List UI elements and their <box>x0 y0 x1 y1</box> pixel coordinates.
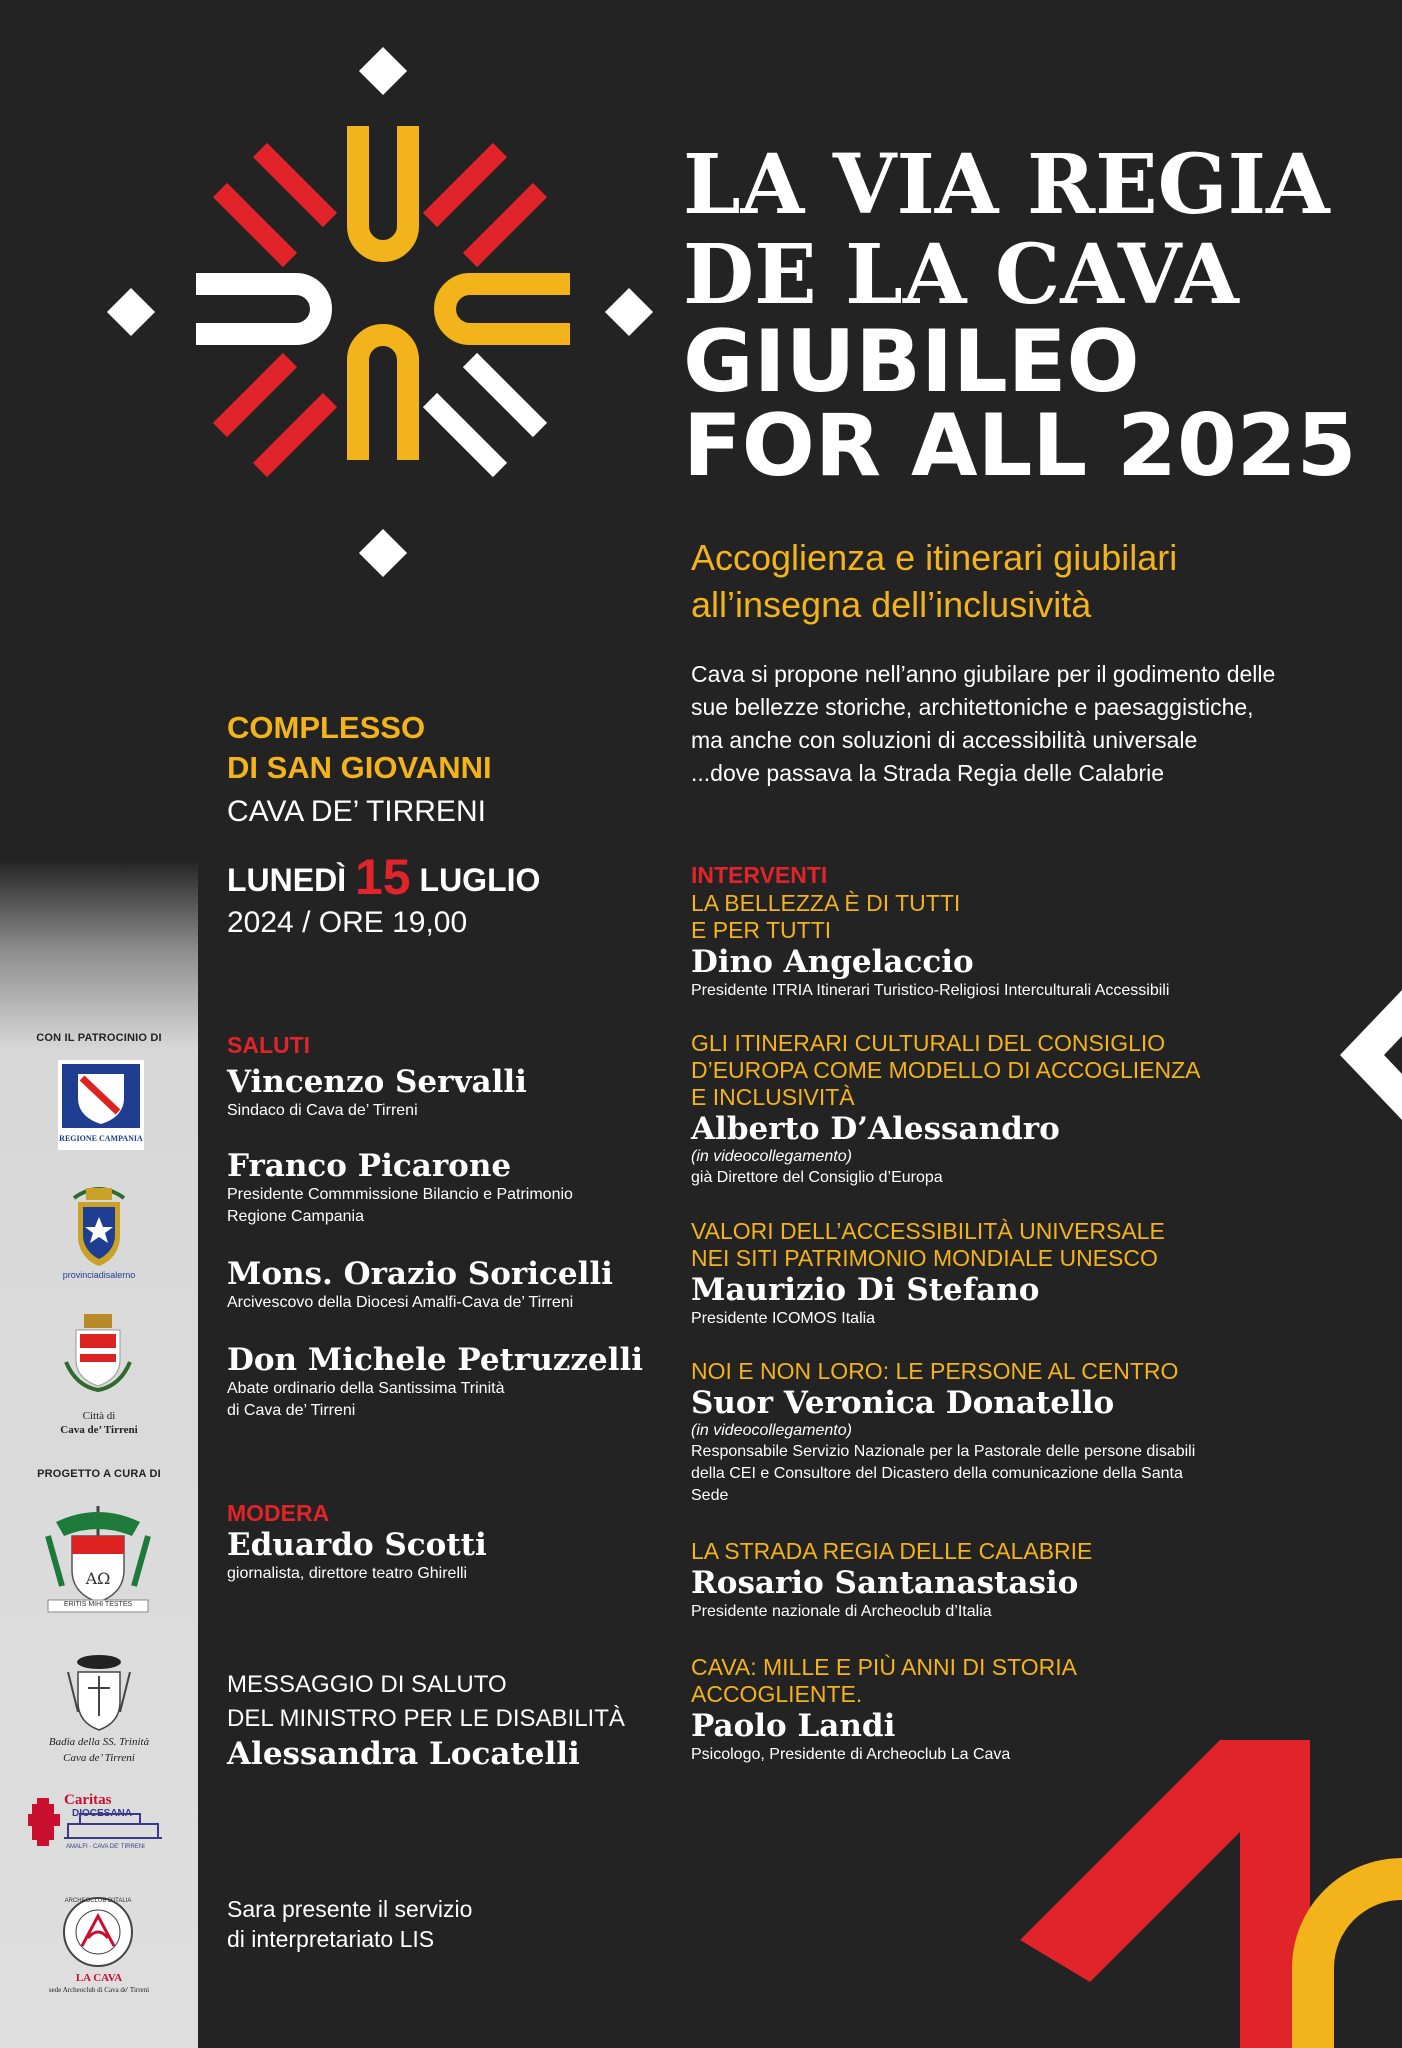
saluti-person <box>227 1342 657 1422</box>
speaker-note: (in videocollegamento) <box>691 1422 852 1439</box>
talk-item <box>691 890 1331 1002</box>
interventi-section <box>691 862 1331 889</box>
svg-text:AΩ: AΩ <box>85 1569 111 1588</box>
speaker-note: (in videocollegamento) <box>691 1148 852 1165</box>
speaker-role: Responsabile Servizio Nazionale per la Pastorale delle persone disabili <box>691 1443 1196 1460</box>
arms-motto: ERITIS MIHI TESTES <box>63 1601 133 1608</box>
caritas-title: Caritas <box>64 1792 112 1808</box>
main-title-serif <box>683 137 1330 323</box>
person-role: di Cava de’ Tirreni <box>227 1402 356 1419</box>
lis-note <box>227 1894 657 1954</box>
speaker-name: Dino Angelaccio <box>691 944 974 980</box>
intro-line-2: sue bellezze storiche, architettoniche e paesaggistiche, <box>691 694 1254 720</box>
title-line-4: FOR ALL 2025 <box>683 396 1357 496</box>
date-month: LUGLIO <box>419 862 541 898</box>
subtitle-line-2: all’insegna dell’inclusività <box>691 584 1092 625</box>
archeoclub-logo <box>60 1894 136 1970</box>
person-role: Presidente Commmissione Bilancio e Patrimonio <box>227 1186 573 1203</box>
archeoclub-caption: LA CAVA <box>75 1972 123 1984</box>
person-name: Vincenzo Servalli <box>227 1064 527 1100</box>
venue-line-2: DI SAN GIOVANNI <box>227 750 492 785</box>
speaker-name: Alberto D’Alessandro <box>691 1111 1060 1147</box>
date-day: 15 <box>355 849 411 905</box>
lis-line-2: di interpretariato LIS <box>227 1926 435 1952</box>
talk-item <box>691 1218 1331 1330</box>
title-line-1: LA VIA REGIA <box>683 137 1330 233</box>
venue-name <box>227 708 492 788</box>
talk-topic: ACCOGLIENTE. <box>691 1681 863 1707</box>
jubilee-emblem <box>100 40 660 580</box>
citta-caption-1: Città di <box>82 1410 116 1422</box>
intro-line-1: Cava si propone nell’anno giubilare per il godimento delle <box>691 661 1276 687</box>
saluti-heading: SALUTI <box>227 1032 311 1058</box>
event-year-time: 2024 / ORE 19,00 <box>227 906 468 939</box>
talk-topic: E INCLUSIVITÀ <box>691 1084 855 1110</box>
talk-topic: D’EUROPA COME MODELLO DI ACCOGLIENZA <box>691 1057 1201 1083</box>
archeoclub-subcaption: sede Archeoclub di Cava de' Tirreni <box>48 1986 150 1994</box>
speaker-role: Psicologo, Presidente di Archeoclub La Cava <box>691 1746 1011 1763</box>
talk-item <box>691 1030 1331 1189</box>
archeoclub-ring-text: ARCHEOCLUB D'ITALIA <box>64 1898 132 1904</box>
speaker-name: Rosario Santanastasio <box>691 1565 1079 1601</box>
talk-topic: NEI SITI PATRIMONIO MONDIALE UNESCO <box>691 1245 1158 1271</box>
modera-heading: MODERA <box>227 1500 330 1526</box>
citta-caption-2: Cava de’ Tirreni <box>60 1424 138 1436</box>
speaker-role: già Direttore del Consiglio d’Europa <box>691 1169 943 1186</box>
talk-topic: LA BELLEZZA È DI TUTTI <box>691 890 961 916</box>
caritas-logo <box>28 1794 168 1864</box>
messaggio-line-2: DEL MINISTRO PER LE DISABILITÀ <box>227 1705 625 1732</box>
saluti-section <box>227 1032 657 1059</box>
title-line-2: DE LA CAVA <box>683 227 1239 323</box>
regione-campania-logo <box>58 1060 144 1150</box>
person-role: Regione Campania <box>227 1208 364 1225</box>
caritas-diocese: AMALFI - CAVA DE' TIRRENI <box>66 1844 145 1850</box>
modera-section <box>227 1500 657 1585</box>
lis-line-1: Sara presente il servizio <box>227 1896 473 1922</box>
white-chevron-decoration <box>1340 990 1402 1120</box>
saluti-person <box>227 1064 657 1122</box>
archbishop-arms-logo <box>38 1500 158 1620</box>
talk-item <box>691 1358 1331 1507</box>
intro-text <box>691 658 1391 790</box>
speaker-name: Paolo Landi <box>691 1708 896 1744</box>
speaker-name: Suor Veronica Donatello <box>691 1385 1115 1421</box>
talk-topic: VALORI DELL’ACCESSIBILITÀ UNIVERSALE <box>691 1218 1165 1244</box>
moderator-role: giornalista, direttore teatro Ghirelli <box>227 1565 468 1582</box>
talk-topic: LA STRADA REGIA DELLE CALABRIE <box>691 1538 1093 1564</box>
caritas-subtitle: DIOCESANA <box>72 1808 133 1819</box>
speaker-name: Maurizio Di Stefano <box>691 1272 1040 1308</box>
progetto-label: PROGETTO A CURA DI <box>37 1468 161 1480</box>
provincia-salerno-logo <box>56 1182 142 1282</box>
badia-caption-2: Cava de’ Tirreni <box>63 1752 135 1764</box>
saluti-person <box>227 1148 657 1228</box>
messaggio-section <box>227 1668 697 1772</box>
minister-name: Alessandra Locatelli <box>227 1736 580 1772</box>
speaker-role: Sede <box>691 1487 729 1504</box>
person-name: Don Michele Petruzzelli <box>227 1342 644 1378</box>
talk-topic: NOI E NON LORO: LE PERSONE AL CENTRO <box>691 1358 1179 1384</box>
regione-caption: REGIONE CAMPANIA <box>59 1134 143 1143</box>
saluti-person <box>227 1256 657 1314</box>
person-role: Arcivescovo della Diocesi Amalfi-Cava de’ Tirreni <box>227 1294 574 1311</box>
person-name: Franco Picarone <box>227 1148 512 1184</box>
talk-topic: CAVA: MILLE E PIÙ ANNI DI STORIA <box>691 1654 1077 1680</box>
subtitle <box>691 534 1391 628</box>
citta-cava-logo <box>58 1312 138 1392</box>
corner-decoration <box>1020 1740 1402 2048</box>
speaker-role: Presidente nazionale di Archeoclub d’Italia <box>691 1603 992 1620</box>
person-role: Sindaco di Cava de’ Tirreni <box>227 1102 418 1119</box>
talk-topic: E PER TUTTI <box>691 917 832 943</box>
speaker-role: Presidente ITRIA Itinerari Turistico-Religiosi Interculturali Accessibili <box>691 982 1170 999</box>
sponsor-strip <box>0 860 198 2048</box>
event-date <box>227 848 540 906</box>
intro-line-3: ma anche con soluzioni di accessibilità universale <box>691 727 1198 753</box>
main-title-sans <box>683 312 1357 496</box>
talk-topic: GLI ITINERARI CULTURALI DEL CONSIGLIO <box>691 1030 1166 1056</box>
moderator-name: Eduardo Scotti <box>227 1527 487 1563</box>
speaker-role: Presidente ICOMOS Italia <box>691 1310 876 1327</box>
badia-logo <box>56 1650 142 1740</box>
messaggio-line-1: MESSAGGIO DI SALUTO <box>227 1671 507 1698</box>
person-name: Mons. Orazio Soricelli <box>227 1256 613 1292</box>
talk-item <box>691 1538 1331 1623</box>
provincia-caption: provinciadisalerno <box>62 1270 136 1280</box>
person-role: Abate ordinario della Santissima Trinità <box>227 1380 505 1397</box>
badia-caption-1: Badia della SS. Trinità <box>48 1736 150 1748</box>
title-line-3: GIUBILEO <box>683 312 1140 412</box>
speaker-role: della CEI e Consultore del Dicastero della comunicazione della Santa <box>691 1465 1183 1482</box>
venue-line-1: COMPLESSO <box>227 710 426 745</box>
patrocinio-label: CON IL PATROCINIO DI <box>36 1032 162 1044</box>
date-weekday: LUNEDÌ <box>227 862 347 898</box>
intro-line-4: ...dove passava la Strada Regia delle Calabrie <box>691 760 1165 786</box>
interventi-heading: INTERVENTI <box>691 862 828 888</box>
venue-city: CAVA DE’ TIRRENI <box>227 795 486 828</box>
subtitle-line-1: Accoglienza e itinerari giubilari <box>691 537 1178 578</box>
